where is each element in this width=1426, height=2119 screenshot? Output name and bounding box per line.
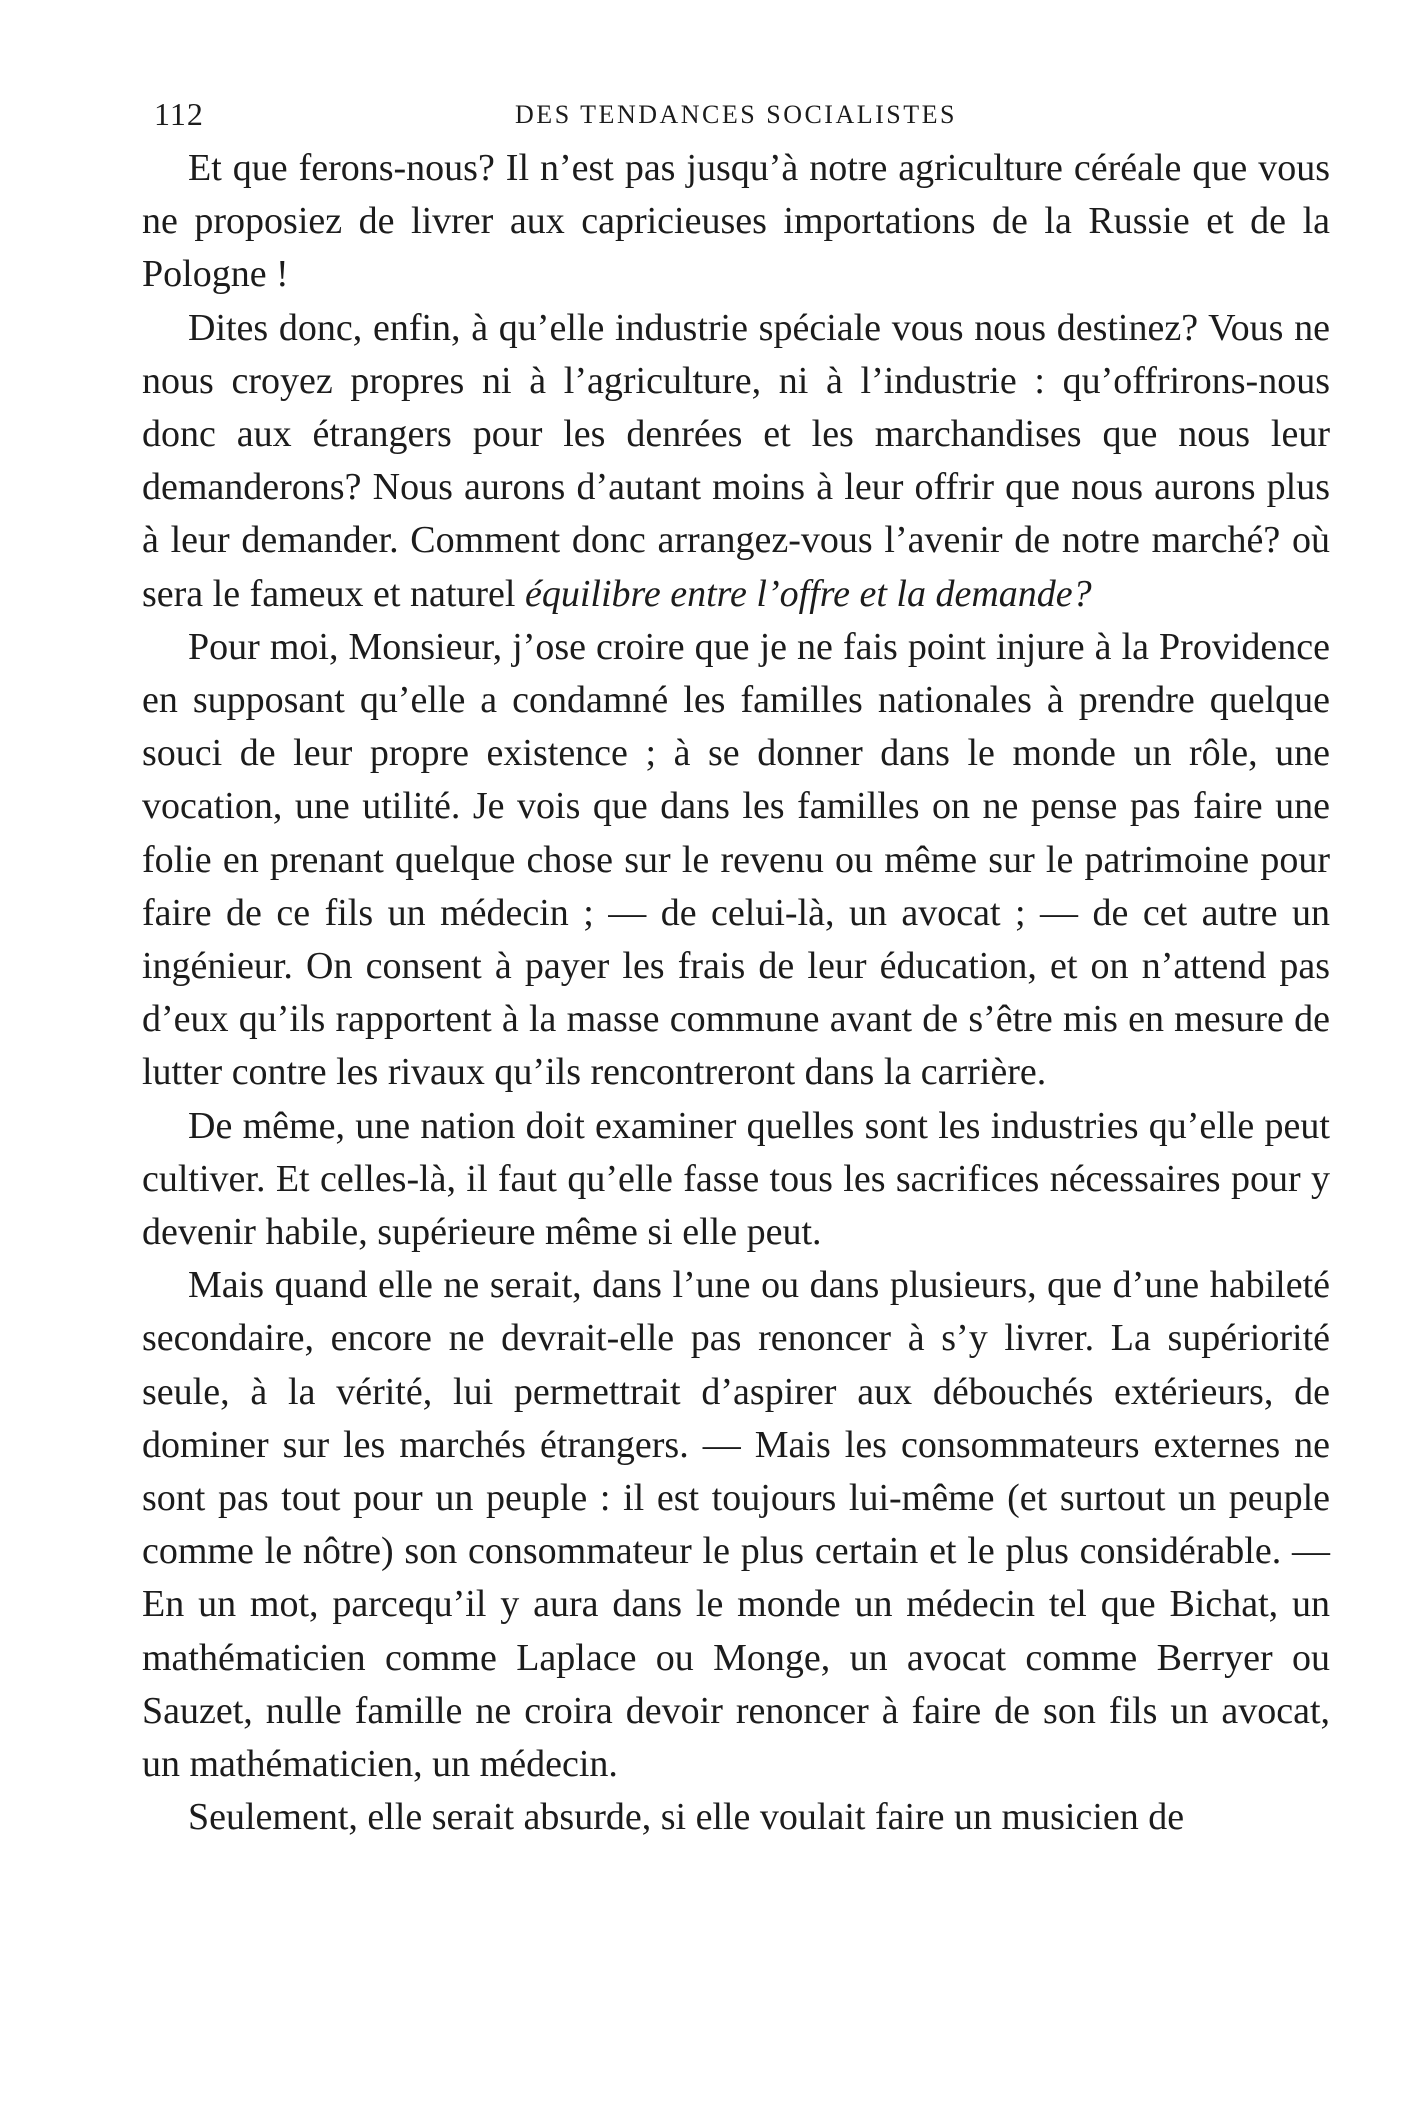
paragraph-5: Mais quand elle ne serait, dans l’une ou dans plusieurs, que d’une habileté secondaire, encore ne devrait-elle pas renoncer à s’y livrer. La supériorité seule, à la vérité, lui permettrait d’aspirer aux débouchés extérieurs, de dominer sur les marchés étrangers. — Mais les consommateurs externes ne sont pas tout pour un peuple : il est toujours lui-même (et surtout un peuple comme le nôtre) son consommateur le plus certain et le plus considérable. — En un mot, parcequ’il y aura dans le monde un médecin tel que Bichat, un mathématicien comme Laplace ou Monge, un avocat comme Berryer ou Sauzet, nulle famille ne croira devoir renoncer à faire de son fils un avocat, un mathématicien, un médecin.: [142, 1264, 1330, 1786]
paragraph-4: De même, une nation doit examiner quelles sont les industries qu’elle peut cultiver. Et celles-là, il faut qu’elle fasse tous les sacrifices nécessaires pour y devenir habile, supérieure même si elle peut.: [142, 1104, 1330, 1254]
paragraph-1: Et que ferons-nous? Il n’est pas jusqu’à notre agriculture céréale que vous ne proposiez de livrer aux capricieuses importations de la Russie et de la Pologne !: [142, 147, 1330, 296]
book-page: [142, 92, 1330, 1845]
paragraph-2-emphasis: équilibre entre l’offre et la demande?: [524, 572, 1092, 615]
paragraph-2-text: Dites donc, enfin, à qu’elle industrie spéciale vous nous destinez? Vous ne nous croyez propres ni à l’agriculture, ni à l’industrie : qu’offrirons-nous donc aux étrangers pour les denrées et les marchandises que nous leur demanderons? Nous aurons d’autant moins à leur offrir que nous aurons plus à leur demander. Comment donc arrangez-vous l’avenir de notre marché? où sera le fameux et naturel: [142, 306, 1330, 615]
running-head: [142, 92, 1330, 138]
running-title: DES TENDANCES SOCIALISTES: [515, 100, 957, 129]
body-text: [142, 142, 1330, 1845]
page-number: 112: [154, 96, 204, 132]
paragraph-6: Seulement, elle serait absurde, si elle voulait faire un musicien de: [188, 1796, 1185, 1839]
paragraph-3: Pour moi, Monsieur, j’ose croire que je ne fais point injure à la Providence en supposant qu’elle a condamné les familles nationales à prendre quelque souci de leur propre existence ; à se donner dans le monde un rôle, une vocation, une utilité. Je vois que dans les familles on ne pense pas faire une folie en prenant quelque chose sur le revenu ou même sur le patrimoine pour faire de ce fils un médecin ; — de celui-là, un avocat ; — de cet autre un ingénieur. On consent à payer les frais de leur éducation, et on n’attend pas d’eux qu’ils rapportent à la masse commune avant de s’être mis en mesure de lutter contre les rivaux qu’ils rencontreront dans la carrière.: [142, 625, 1330, 1094]
paragraph-2: [142, 302, 1330, 621]
